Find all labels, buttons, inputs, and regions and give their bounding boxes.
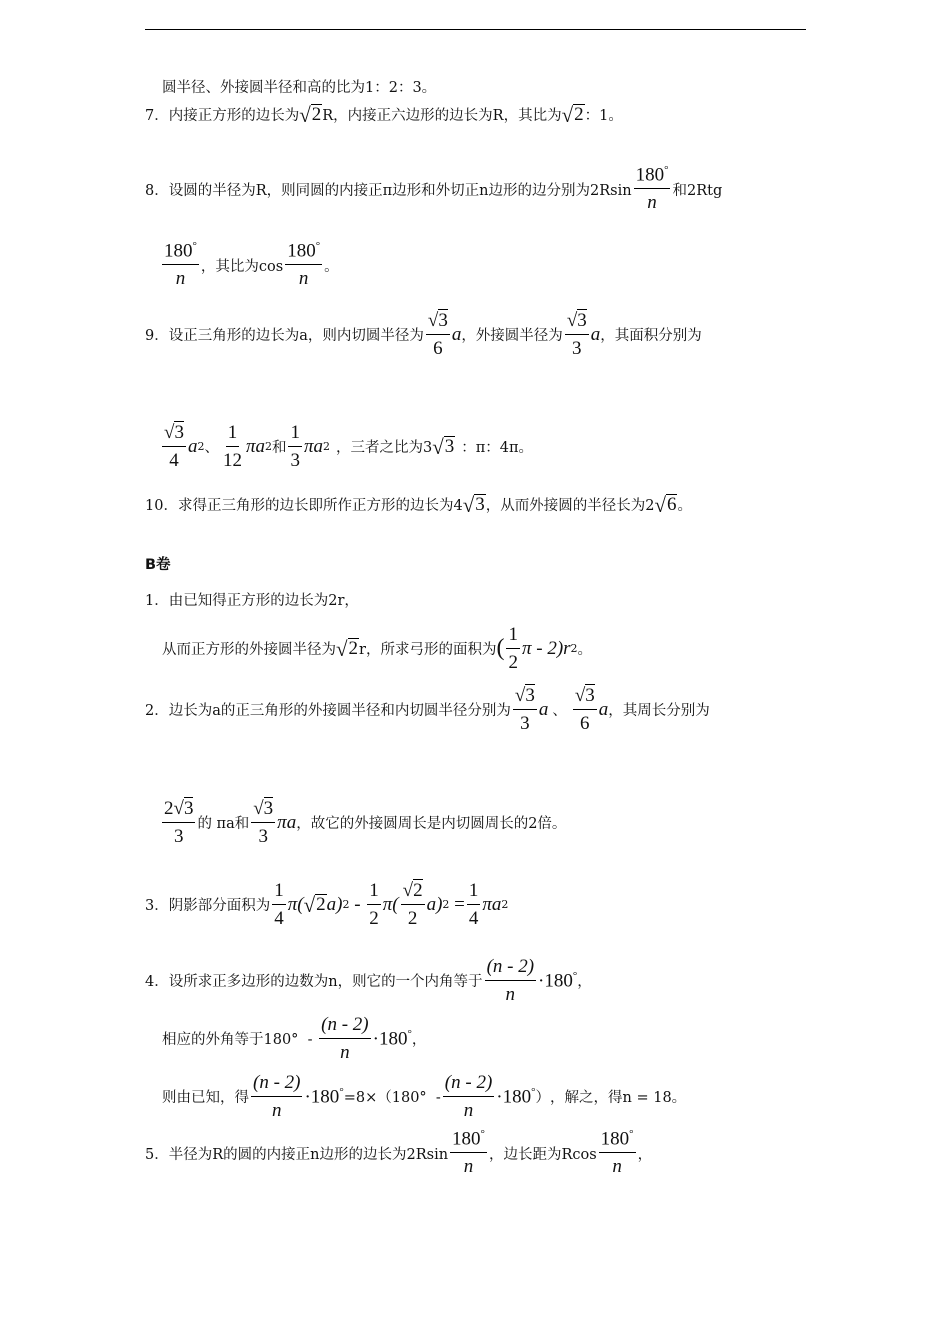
text: ，外接圆半径为 [461, 328, 563, 345]
exp: 2 [570, 642, 578, 656]
fraction: $\frac{2√3}{3}$ [164, 798, 194, 847]
text: 7．内接正方形的边长为 [145, 108, 300, 125]
sqrt: √ 6 [654, 492, 677, 517]
text: 则由已知，得 [162, 1090, 249, 1107]
text: 4．设所求正多边形的边数为n，则它的一个内角等于 [145, 974, 483, 991]
sqrt: √ 2 [561, 102, 584, 127]
paren: ( [496, 635, 505, 662]
b-item-2-cont [160, 798, 566, 848]
op: - [349, 893, 366, 915]
fraction: $\frac{√2}{2}$ [402, 880, 423, 929]
text: 的 πa和 [197, 816, 250, 833]
sqrt: √ 2 [303, 892, 326, 917]
fraction: $\frac{(n - 2)}{n}$ [444, 1072, 493, 1121]
fraction: $\frac{180^\circ}{n}$ [164, 240, 197, 290]
exp: 2 [442, 898, 450, 912]
text: ， [637, 1146, 653, 1163]
expr: a) [426, 893, 443, 915]
text: ，其面积分别为 [600, 328, 702, 345]
fraction: $\frac{1}{4}$ [274, 880, 284, 929]
fraction: $\frac{√3}{4}$ [164, 422, 184, 471]
text: r，所求弓形的面积为 [359, 642, 497, 659]
expr: π( [287, 893, 304, 915]
text: ：π：4π。 [461, 440, 534, 457]
item-9-cont [160, 422, 533, 472]
text: 3．阴影部分面积为 [145, 898, 271, 915]
var: a [187, 435, 198, 457]
text: 1．由已知得正方形的边长为2r， [145, 593, 359, 609]
b-item-4-cont [162, 1014, 426, 1064]
fraction: $\frac{1}{4}$ [468, 880, 479, 929]
fraction: $\frac{(n - 2)}{n}$ [321, 1014, 369, 1063]
header-rule [145, 29, 806, 30]
item-10 [145, 494, 692, 516]
text: 、 [204, 440, 219, 457]
fraction: $\frac{180^\circ}{n}$ [452, 1128, 485, 1178]
b-item-1-cont [162, 624, 592, 674]
fraction: $\frac{1}{12}$ [222, 422, 242, 471]
item-8 [145, 164, 722, 214]
text: ， [577, 974, 592, 991]
text: ） [535, 1090, 551, 1107]
text: 和 [271, 440, 287, 457]
expr: ·180° [372, 1027, 412, 1049]
item-9 [145, 310, 702, 360]
fraction: $\frac{180^\circ}{n}$ [600, 1128, 634, 1178]
fraction: $\frac{(n - 2)}{n}$ [253, 1072, 301, 1121]
var: a [451, 323, 462, 345]
b-item-5 [145, 1128, 652, 1178]
expr: ·180° [538, 969, 578, 991]
fraction: $\frac{1}{2}$ [369, 880, 379, 929]
expr: ·180° [496, 1085, 536, 1107]
text: =8×（180° - [343, 1090, 441, 1107]
exp: 2 [342, 898, 350, 912]
fraction: $\frac{(n - 2)}{n}$ [486, 956, 535, 1005]
sqrt: √ 3 [432, 434, 455, 459]
text: ，其比为cos [200, 258, 284, 275]
var: a [598, 698, 609, 720]
var: πa [245, 435, 265, 457]
fraction: $\frac{√3}{3}$ [514, 685, 535, 734]
expr: π( [382, 893, 399, 915]
text: 圆半径、外接圆半径和高的比为1：2：3。 [162, 80, 437, 96]
var: πa [303, 435, 323, 457]
section-heading: B卷 [145, 557, 171, 573]
b-item-1 [145, 589, 359, 610]
expr: πa [482, 893, 502, 915]
fraction: $\frac{√3}{6}$ [574, 685, 595, 734]
text: 10．求得正三角形的边长即所作正方形的边长为4 [145, 498, 463, 515]
b-item-2 [145, 685, 710, 735]
expr: π - 2)r [521, 637, 571, 659]
fraction: $\frac{1}{3}$ [290, 422, 300, 471]
exp: 2 [264, 440, 272, 454]
fraction: $\frac{180^\circ}{n}$ [287, 240, 321, 290]
fraction: $\frac{√3}{6}$ [427, 310, 448, 359]
text: ，从而外接圆的半径长为2 [485, 498, 655, 515]
text: 从而正方形的外接圆半径为 [162, 642, 336, 659]
fraction: $\frac{1}{2}$ [508, 624, 518, 673]
exp: 2 [197, 440, 205, 454]
text: 。 [677, 498, 692, 515]
text: 5．半径为R的圆的内接正n边形的边长为2Rsin [145, 1146, 449, 1163]
item-8-cont [160, 240, 339, 290]
sqrt: √ 2 [336, 636, 359, 661]
item-7 [145, 104, 623, 126]
op: = [449, 893, 465, 915]
text: 2．边长为a的正三角形的外接圆半径和内切圆半径分别为 [145, 703, 511, 720]
text: 相应的外角等于180° - [162, 1032, 318, 1049]
expr: a) [326, 893, 343, 915]
fraction: $\frac{180^\circ}{n}$ [635, 164, 669, 214]
text: ，三者之比为3 [336, 440, 433, 457]
b-item-3 [145, 880, 508, 930]
text: ，其周长分别为 [608, 703, 710, 720]
fraction: $\frac{√3}{3}$ [566, 310, 587, 359]
exp: 2 [323, 440, 330, 454]
b-item-4-solve [162, 1072, 686, 1122]
sqrt: √ 3 [462, 492, 485, 517]
var: a [538, 698, 549, 720]
text: ：1。 [584, 108, 623, 125]
sqrt: √ 2 [299, 102, 322, 127]
text: R，内接正六边形的边长为R，其比为 [322, 108, 562, 125]
text: ，解之，得n = 18。 [550, 1090, 687, 1107]
expr: ·180° [304, 1085, 344, 1107]
text: 9．设正三角形的边长为a，则内切圆半径为 [145, 328, 424, 345]
text: 8．设圆的半径为R，则同圆的内接正π边形和外切正n边形的边分别为2Rsin [145, 182, 632, 199]
var: a [590, 323, 601, 345]
text: 、 [552, 703, 567, 720]
var: πa [277, 811, 297, 833]
text: 。 [577, 642, 593, 659]
text: ， [411, 1032, 427, 1049]
exp: 2 [501, 898, 509, 912]
text: ，故它的外接圆周长是内切圆周长的2倍。 [296, 816, 567, 833]
text: 。 [324, 258, 339, 275]
line-ratio-result [162, 76, 436, 97]
text: ，边长距为Rcos [488, 1146, 597, 1163]
b-item-4 [145, 956, 592, 1006]
fraction: $\frac{√3}{3}$ [253, 798, 274, 847]
text: 和2Rtg [672, 182, 723, 199]
